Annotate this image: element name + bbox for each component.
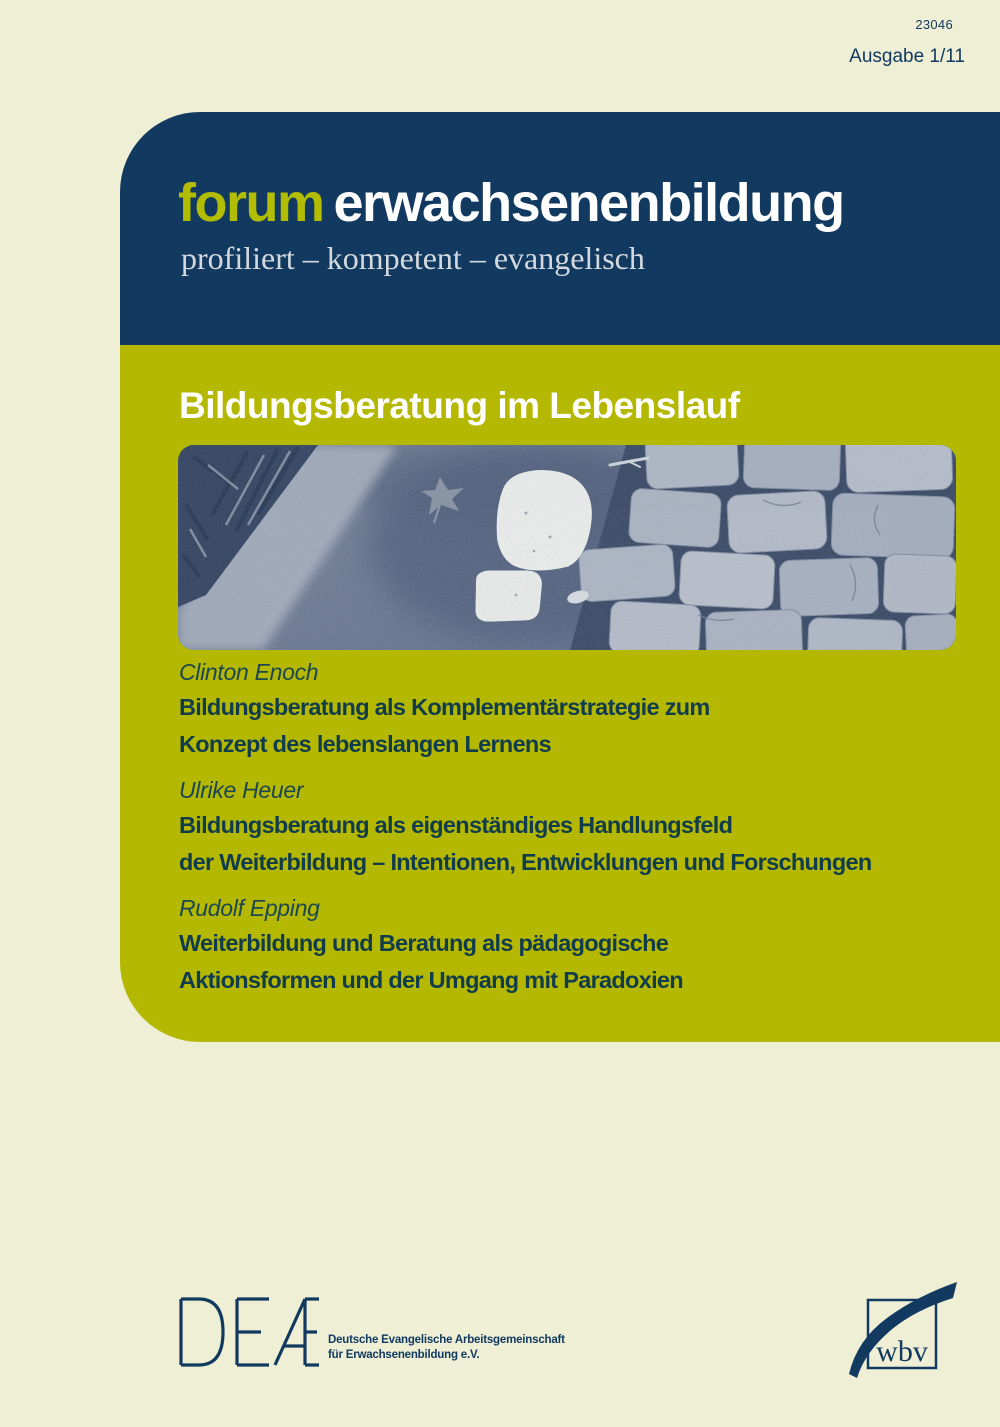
- article-title: [179, 925, 872, 999]
- article-author: Rudolf Epping: [179, 895, 320, 921]
- article-title: [179, 689, 872, 763]
- magazine-subtitle: profiliert – kompetent – evangelisch: [181, 240, 645, 276]
- article-entry: [179, 894, 872, 999]
- article-author: Clinton Enoch: [179, 659, 319, 685]
- deae-association-line: Deutsche Evangelische Arbeitsgemeinschaft: [328, 1334, 565, 1346]
- issue-label: Ausgabe 1/11: [849, 46, 965, 67]
- article-title-line: Bildungsberatung als eigenständiges Handlungsfeld: [179, 812, 733, 838]
- cover-photo-footprint-cobblestones: [178, 445, 956, 650]
- order-code: 23046: [915, 17, 953, 32]
- wbv-logo-text: wbv: [876, 1335, 928, 1368]
- article-title-line: Weiterbildung und Beratung als pädagogische: [179, 930, 669, 956]
- article-entry: [179, 776, 872, 881]
- article-title-line: der Weiterbildung – Intentionen, Entwicklungen und Forschungen: [179, 849, 872, 875]
- issue-headline: Bildungsberatung im Lebenslauf: [179, 385, 740, 426]
- wbv-publisher-logo-icon: [843, 1276, 968, 1386]
- article-title: [179, 807, 872, 881]
- article-title-line: Bildungsberatung als Komplementärstrategie zum: [179, 694, 710, 720]
- article-title-line: Aktionsformen und der Umgang mit Paradoxien: [179, 967, 683, 993]
- cover-panel: [120, 345, 1000, 1042]
- article-title-line: Konzept des lebenslangen Lernens: [179, 731, 551, 757]
- masthead-panel: [120, 112, 1000, 345]
- deae-association-name: [328, 1333, 565, 1363]
- deae-logo-icon: [177, 1296, 322, 1368]
- magazine-title: [178, 172, 844, 234]
- article-author: Ulrike Heuer: [179, 777, 304, 803]
- magazine-title-main: erwachsenenbildung: [333, 173, 844, 233]
- magazine-title-accent: forum: [178, 173, 324, 233]
- article-entry: [179, 658, 872, 763]
- deae-association-line: für Erwachsenenbildung e.V.: [328, 1349, 480, 1361]
- footprint-photo-graphic: [178, 445, 956, 650]
- article-list: [179, 658, 872, 1012]
